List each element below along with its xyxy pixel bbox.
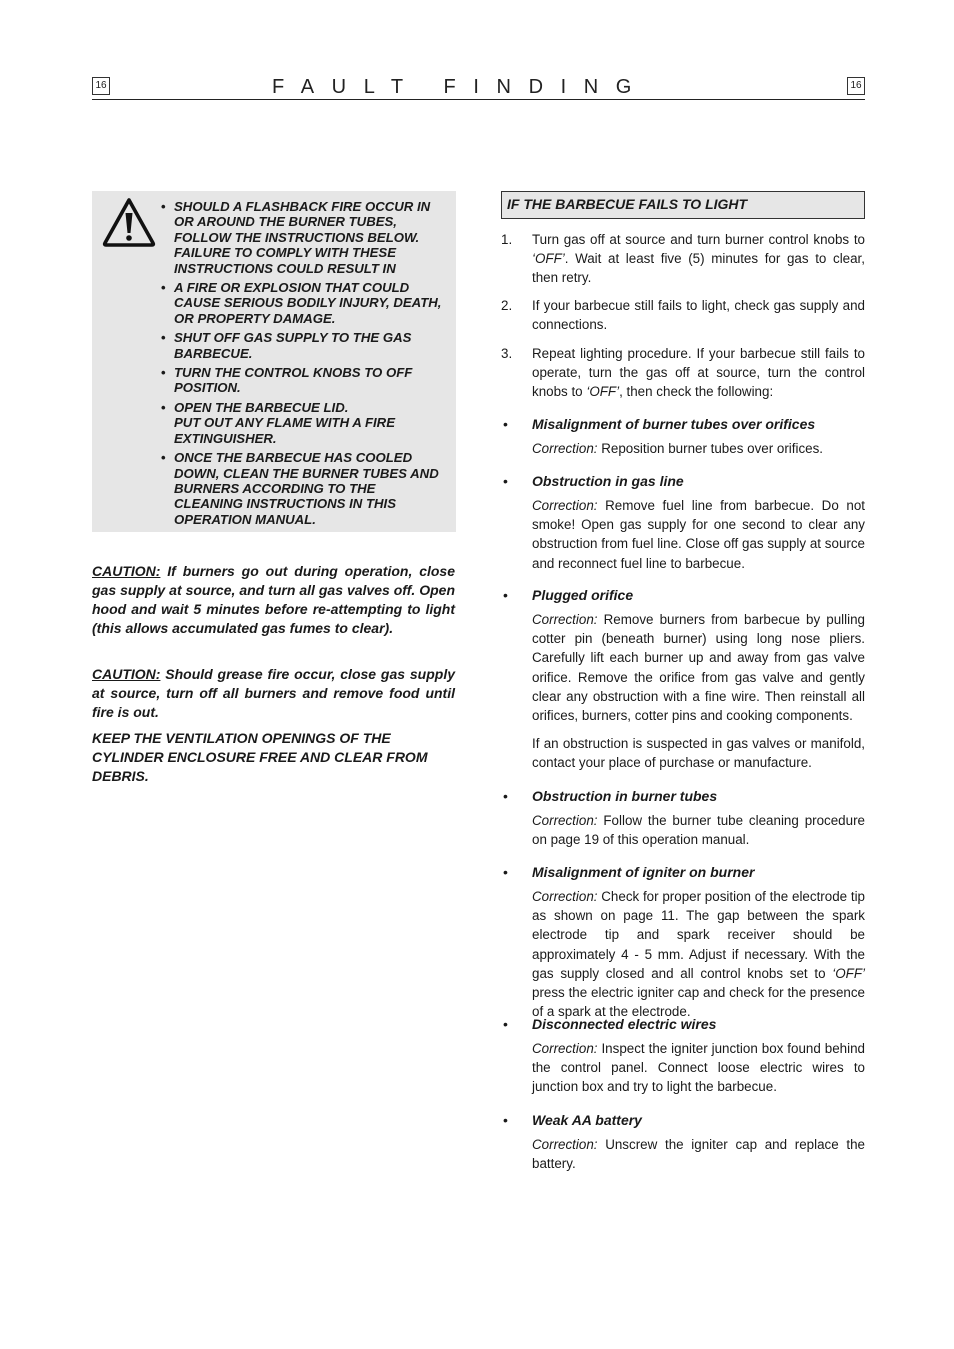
warning-item: • SHUT OFF GAS SUPPLY TO THE GAS BARBECUE. (160, 330, 445, 361)
ventilation-notice: KEEP THE VENTILATION OPENINGS OF THE CYLINDER ENCLOSURE FREE AND CLEAR FROM DEBRIS. (92, 730, 428, 784)
check-gas-line-obstruction: • Obstruction in gas line Correction: Remove fuel line from barbecue. Do not smoke! Open gas supply for one second to clear any obstruction from fuel line. Close off gas supply at source and reconnect fuel line to barbecue. (501, 472, 865, 573)
check-igniter-alignment: • Misalignment of igniter on burner Correction: Check for proper position of the electrode tip as shown on page 11. The gap between the spark electrode tip and spark receiver should be approximately 4 - 5 mm. Adjust if necessary. With the gas supply closed and all control knobs set to ‘OFF’ press the electric igniter cap and check for the presence of a spark at the electrode. (501, 863, 865, 1021)
page-number-left: 16 (92, 77, 110, 95)
header-rule (92, 99, 865, 100)
check-electric-wires: • Disconnected electric wires Correction: Inspect the igniter junction box found behind the control panel. Connect loose electric wires to junction box and try to light the barbecue. (501, 1015, 865, 1097)
step-3: 3. Repeat lighting procedure. If your barbecue still fails to operate, turn the gas off at source, turn the control knobs to ‘OFF’, then check the following: (501, 346, 865, 400)
warning-list (160, 199, 445, 531)
check-correction: Correction: Check for proper position of the electrode tip as shown on page 11. The gap between the spark electrode tip and spark receiver should be approximately 4 - 5 mm. Adjust if necessary. With the gas supply closed and all control knobs set to ‘OFF’ press the electric igniter cap and check for the presence of a spark at the electrode. (532, 889, 865, 1020)
caution-label: CAUTION: (92, 563, 161, 579)
warning-item: • TURN THE CONTROL KNOBS TO OFF POSITION. (160, 365, 445, 396)
check-extra-note: If an obstruction is suspected in gas valves or manifold, contact your place of purchase or manufacture. (532, 736, 865, 771)
page-title: FAULT FINDING (272, 76, 649, 98)
fails-to-light-heading: IF THE BARBECUE FAILS TO LIGHT (507, 196, 748, 212)
check-title: Disconnected electric wires (532, 1016, 717, 1032)
check-battery: • Weak AA battery Correction: Unscrew the igniter cap and replace the battery. (501, 1111, 865, 1173)
warning-item: • OPEN THE BARBECUE LID. PUT OUT ANY FLAME WITH A FIRE EXTINGUISHER. (160, 400, 445, 446)
step-2: 2. If your barbecue still fails to light, check gas supply and connections. (501, 298, 865, 333)
check-correction: Correction: Remove burners from barbecue by pulling cotter pin (beneath burner) using long nose pliers. Carefully lift each burner up and away from gas valve orifice. Remove the orifice from gas valve and gently clear any obstruction with a fine wire. Then reinstall all orifices, burners, cotter pins and cooking components. (532, 612, 865, 724)
check-title: Obstruction in gas line (532, 473, 684, 489)
check-correction: Correction: Remove fuel line from barbecue. Do not smoke! Open gas supply for one second to clear any obstruction from fuel line. Close off gas supply at source and reconnect fuel line to barbecue. (532, 498, 865, 571)
flashback-warning-box (92, 191, 456, 532)
caution-text: If burners go out during operation, close gas supply at source, and turn all gas valves off. Open hood and wait 5 minutes before re-attempting to light (this allows accumulated gas fumes to clear). (92, 563, 455, 636)
page-number-right: 16 (847, 77, 865, 95)
warning-item: • SHOULD A FLASHBACK FIRE OCCUR IN OR AROUND THE BURNER TUBES, FOLLOW THE INSTRUCTIONS BELOW. FAILURE TO COMPLY WITH THESE INSTRUCTIONS COULD RESULT IN (160, 199, 445, 276)
caution-grease-fire (92, 665, 455, 722)
check-title: Weak AA battery (532, 1112, 642, 1128)
check-title: Obstruction in burner tubes (532, 788, 718, 804)
check-title: Misalignment of igniter on burner (532, 864, 755, 880)
warning-item: • A FIRE OR EXPLOSION THAT COULD CAUSE SERIOUS BODILY INJURY, DEATH, OR PROPERTY DAMAGE. (160, 280, 445, 326)
check-correction: Correction: Follow the burner tube cleaning procedure on page 19 of this operation manual. (532, 813, 865, 848)
check-title: Misalignment of burner tubes over orifices (532, 416, 816, 432)
check-burner-tubes-alignment: • Misalignment of burner tubes over orifices Correction: Reposition burner tubes over orifices. (501, 415, 865, 458)
check-correction: Correction: Reposition burner tubes over orifices. (532, 441, 824, 456)
warning-item-continuation: PUT OUT ANY FLAME WITH A FIRE EXTINGUISHER. (174, 415, 395, 446)
step-1: 1. Turn gas off at source and turn burner control knobs to ‘OFF’. Wait at least five (5) minutes for gas to clear, then retry. (501, 232, 865, 286)
check-correction: Correction: Unscrew the igniter cap and replace the battery. (532, 1137, 865, 1172)
caution-text: Should grease fire occur, close gas supply at source, turn off all burners and remove food until fire is out. (92, 666, 455, 720)
warning-item: • ONCE THE BARBECUE HAS COOLED DOWN, CLEAN THE BURNER TUBES AND BURNERS ACCORDING TO THE CLEANING INSTRUCTIONS IN THIS OPERATION MANUAL. (160, 450, 445, 527)
caution-label: CAUTION: (92, 666, 161, 682)
warning-triangle-icon (102, 197, 156, 247)
check-correction: Correction: Inspect the igniter junction box found behind the control panel. Connect loose electric wires to junction box and try to light the barbecue. (532, 1041, 865, 1095)
check-title: Plugged orifice (532, 587, 634, 603)
check-plugged-orifice: • Plugged orifice Correction: Remove burners from barbecue by pulling cotter pin (beneath burner) using long nose pliers. Carefully lift each burner up and away from gas valve orifice. Remove the orifice from gas valve and gently clear any obstruction with a fine wire. Then reinstall all orifices, burners, cotter pins and cooking components. If an obstruction is suspected in gas valves or manifold, contact your place of purchase or manufacture. (501, 586, 865, 773)
fails-to-light-heading-box (501, 191, 865, 219)
caution-burners-out (92, 562, 455, 638)
check-burner-tubes-obstruction: • Obstruction in burner tubes Correction: Follow the burner tube cleaning procedure on page 19 of this operation manual. (501, 787, 865, 849)
